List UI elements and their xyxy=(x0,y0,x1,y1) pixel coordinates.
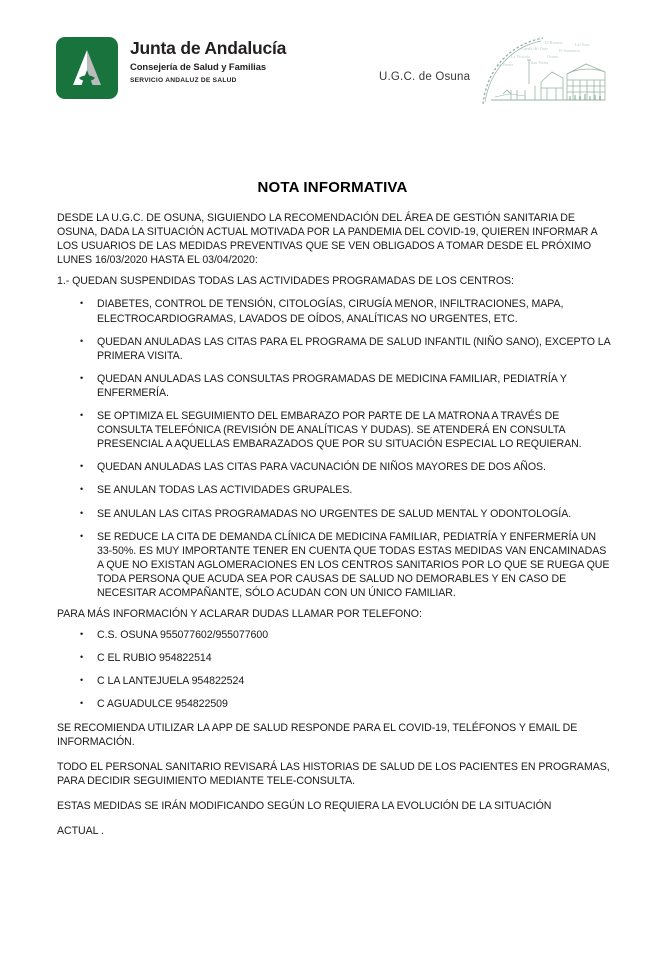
closing-paragraph-1: SE RECOMIENDA UTILIZAR LA APP DE SALUD RESPONDE PARA EL COVID-19, TELÉFONOS Y EMAIL DE INFORMACIÓN. xyxy=(57,721,578,748)
document-body xyxy=(57,211,612,849)
contact-heading: PARA MÁS INFORMACIÓN Y ACLARAR DUDAS LLAMAR POR TELEFONO: xyxy=(57,608,422,621)
document-title: NOTA INFORMATIVA xyxy=(257,179,408,196)
svg-text:La Victoria: La Victoria xyxy=(511,54,530,59)
list-item: • QUEDAN ANULADAS LAS CITAS PARA EL PROGRAMA DE SALUD INFANTIL (NIÑO SANO), EXCEPTO LA PRIMERA VISITA. xyxy=(57,335,612,363)
list-item: • SE REDUCE LA CITA DE DEMANDA CLÍNICA DE MEDICINA FAMILIAR, PEDIATRÍA Y ENFERMERÍA UN 33-50%. ES MUY IMPORTANTE TENER EN CUENTA QUE TODAS ESTAS MEDIDAS VAN ENCAMINADAS A QUE NO EXISTAN AGLOMERACIONES EN LOS CENTROS SANITARIOS POR LO QUE SE RUEGA QUE TODA PERSONA QUE ACUDA SEA POR CAUSAS DE SALUD NO DEMORABLES Y EN CASO DE NECESITAR ACOMPAÑANTE, SÓLO ACUDAN CON UN ÚNICO FAMILIAR. xyxy=(57,530,612,600)
closing-paragraph-4: ACTUAL . xyxy=(57,825,104,837)
svg-text:El Santuario: El Santuario xyxy=(559,48,580,53)
closing-paragraphs xyxy=(57,721,612,839)
unit-label: U.G.C. de Osuna xyxy=(379,71,471,83)
contact-phone-list xyxy=(57,628,612,711)
list-item: • SE ANULAN LAS CITAS PROGRAMADAS NO URGENTES DE SALUD MENTAL Y ODONTOLOGÍA. xyxy=(57,507,612,521)
osuna-skyline-graphic-icon xyxy=(481,34,607,106)
intro-paragraph: DESDE LA U.G.C. DE OSUNA, SIGUIENDO LA RECOMENDACIÓN DEL ÁREA DE GESTIÓN SANITARIA DE OSUNA, DADA LA SITUACIÓN ACTUAL MOTIVADA POR LA PANDEMIA DEL COVID-19, QUIEREN INFORMAR A LOS USUARIOS DE LAS MEDIDAS PREVENTIVAS QUE SE VEN OBLIGADOS A TOMAR DESDE EL PRÓXIMO LUNES 16/03/2020 HASTA EL 03/04/2020: xyxy=(57,212,598,267)
svg-text:El Rosario: El Rosario xyxy=(545,40,563,45)
closing-paragraph-3: ESTAS MEDIDAS SE IRÁN MODIFICANDO SEGÚN LO REQUIERA LA EVOLUCIÓN DE LA SITUACIÓN xyxy=(57,799,552,812)
list-item: • SE ANULAN TODAS LAS ACTIVIDADES GRUPALES. xyxy=(57,483,612,497)
department-name: Consejería de Salud y Familias xyxy=(130,61,267,73)
list-item: • SE OPTIMIZA EL SEGUIMIENTO DEL EMBARAZO POR PARTE DE LA MATRONA A TRAVÉS DE CONSULTA TELEFÓNICA (REVISIÓN DE ANALÍTICAS Y DUDAS). SE ATENDERÁ EN CONSULTA PRESENCIAL A AQUELLAS EMBARAZADOS QUE POR SU SITUACIÓN ESPECIAL LO REQUIERAN. xyxy=(57,409,612,451)
closing-paragraph-2: TODO EL PERSONAL SANITARIO REVISARÁ LAS HISTORIAS DE SALUD DE LOS PACIENTES EN PROGRAMAS, PARA DECIDIR SEGUIMIENTO MEDIANTE TELE-CONSULTA. xyxy=(57,760,610,787)
svg-text:Cuesta del Tinte: Cuesta del Tinte xyxy=(521,46,549,51)
junta-andalucia-logo-block xyxy=(56,37,286,99)
svg-text:La Puerta: La Puerta xyxy=(497,62,514,67)
list-item: • C LA LANTEJUELA 954822524 xyxy=(57,674,612,688)
document-header xyxy=(0,0,665,125)
list-item: • C.S. OSUNA 955077602/955077600 xyxy=(57,628,612,642)
list-item: • QUEDAN ANULADAS LAS CITAS PARA VACUNACIÓN DE NIÑOS MAYORES DE DOS AÑOS. xyxy=(57,460,612,474)
section-1-heading: 1.- QUEDAN SUSPENDIDAS TODAS LAS ACTIVIDADES PROGRAMADAS DE LOS CENTROS: xyxy=(57,275,514,288)
list-item: • DIABETES, CONTROL DE TENSIÓN, CITOLOGÍAS, CIRUGÍA MENOR, INFILTRACIONES, MAPA, ELECTROCARDIOGRAMAS, LAVADOS DE OÍDOS, ANALÍTICAS NO URGENTES, ETC. xyxy=(57,297,612,325)
list-item: • QUEDAN ANULADAS LAS CONSULTAS PROGRAMADAS DE MEDICINA FAMILIAR, PEDIATRÍA Y ENFERMERÍA. xyxy=(57,372,612,400)
measures-list xyxy=(57,297,612,600)
list-item: • C AGUADULCE 954822509 xyxy=(57,697,612,711)
organization-name: Junta de Andalucía xyxy=(130,38,287,58)
service-name: SERVICIO ANDALUZ DE SALUD xyxy=(130,77,237,85)
junta-andalucia-logo-icon xyxy=(56,37,118,99)
svg-text:Las Eras: Las Eras xyxy=(575,42,590,47)
svg-text:Osuna: Osuna xyxy=(547,54,558,59)
list-item: • C EL RUBIO 954822514 xyxy=(57,651,612,665)
svg-text:San Pedro: San Pedro xyxy=(531,60,549,65)
logo-text-block xyxy=(130,37,286,85)
